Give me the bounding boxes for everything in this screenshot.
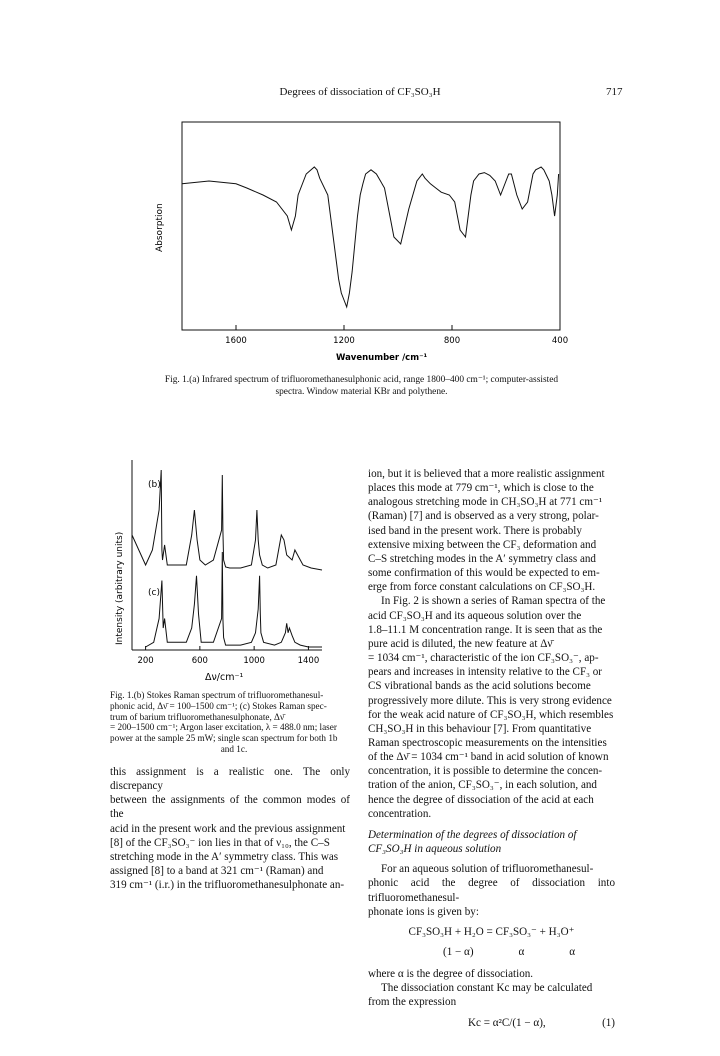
figure-1b-caption: [110, 690, 358, 755]
section-heading: [368, 828, 615, 856]
text-line: acid CF₃SO₃H and its aqueous solution over the: [368, 609, 582, 622]
section-heading-line: CF₃SO₃H in aqueous solution: [368, 843, 502, 856]
equation-number: (1): [602, 1016, 615, 1029]
text-line: stretching mode in the A′ symmetry class. This was: [110, 850, 339, 863]
reaction-term: (1 − α): [443, 946, 474, 958]
text-line: places this mode at 779 cm⁻¹, which is close to the: [368, 482, 594, 495]
text-line: phonic acid the degree of dissociation into trifluoromethanesul-: [368, 877, 615, 904]
text-line: concentration, it is possible to determine the concen-: [368, 765, 603, 778]
left-column-text: [110, 765, 350, 892]
x-tick-label: 1400: [297, 656, 320, 666]
text-line: ion, but it is believed that a more realistic assignment: [368, 468, 605, 480]
reaction-equation: CF₃SO₃H + H₂O = CF₃SO₃⁻ + H₃O⁺: [408, 925, 575, 938]
reaction-term: α: [569, 946, 575, 958]
text-line: for the weak acid nature of CF₃SO₃H, which resembles: [368, 708, 614, 721]
equation-text: Kc = α²C/(1 − α),: [468, 1016, 546, 1029]
ir-spectrum-trace: [182, 167, 559, 307]
plot-frame: [182, 122, 560, 330]
x-tick-label: 200: [137, 656, 154, 666]
text-line: 1.8–11.1 M concentration range. It is seen that as the: [368, 623, 603, 636]
spectrum-c-label: (c): [148, 588, 160, 598]
text-line: assigned [8] to a band at 321 cm⁻¹ (Raman) and: [110, 865, 324, 878]
text-line: phonic acid, Δν̄ = 100–1500 cm⁻¹; (c) Stokes Raman spec-: [110, 700, 327, 711]
text-line: [8] of the CF₃SO₃⁻ ion lies in that of ν₁₀, the C–S: [110, 836, 330, 849]
x-tick-label: 1200: [333, 336, 355, 346]
page-number: 717: [606, 86, 623, 98]
text-line: from the expression: [368, 996, 457, 1009]
text-line: = 200–1500 cm⁻¹; Argon laser excitation, λ = 488.0 nm; laser: [110, 722, 337, 733]
raman-spectrum-b-trace: [132, 470, 322, 570]
text-line: this assignment is a realistic one. The only discrepancy: [110, 766, 350, 793]
text-line: phonate ions is given by:: [368, 905, 479, 918]
caption-line: and 1c.: [220, 743, 248, 754]
text-line: = 1034 cm⁻¹, characteristic of the ion CF₃SO₃⁻, ap-: [368, 652, 599, 665]
figure-1b-plot: [110, 455, 335, 690]
text-line: progressively more dilute. This is very strong evidence: [368, 694, 612, 707]
text-line: trum of barium trifluoromethanesulphonate, Δν̄: [110, 711, 285, 722]
text-line: acid in the present work and the previous assignment: [110, 822, 346, 835]
section-heading-line: Determination of the degrees of dissociation of: [368, 828, 577, 841]
text-line: some confirmation of this would be expected to em-: [368, 567, 600, 580]
text-line: between the assignments of the common modes of the: [110, 794, 350, 821]
y-axis-label: Absorption: [155, 203, 165, 252]
figure-1b: [110, 455, 335, 690]
text-line: Raman spectroscopic measurements on the intensities: [368, 736, 607, 749]
where-line: where α is the degree of dissociation.: [368, 968, 534, 981]
reaction-terms: [368, 945, 615, 959]
text-line: extensive mixing between the CF₃ deformation and: [368, 538, 597, 551]
text-line: Fig. 1.(b) Stokes Raman spectrum of trifluoromethanesul-: [110, 690, 324, 700]
x-tick-label: 800: [443, 336, 461, 346]
y-axis-label: Intensity (arbitrary units): [115, 531, 125, 645]
x-axis-label: Δν/cm⁻¹: [205, 672, 244, 683]
text-line: CS vibrational bands as the acid solutions become: [368, 680, 591, 693]
text-line: In Fig. 2 is shown a series of Raman spectra of the: [381, 595, 606, 608]
figure-1a-caption: [134, 375, 589, 398]
text-line: power at the sample 25 mW; single scan spectrum for both 1b: [110, 733, 338, 744]
figure-1a-plot: [150, 112, 570, 367]
text-line: of the Δν̄ = 1034 cm⁻¹ band in acid solution of known: [368, 751, 609, 764]
caption-line: spectra. Window material KBr and polythene.: [275, 386, 448, 397]
text-line: For an aqueous solution of trifluoromethanesul-: [381, 863, 594, 876]
equation-1: [368, 1016, 615, 1030]
text-line: The dissociation constant Kc may be calculated: [381, 982, 593, 995]
figure-1a: [150, 112, 570, 367]
caption-line: Fig. 1.(a) Infrared spectrum of trifluoromethanesulphonic acid, range 1800–400 cm⁻¹; computer-assisted: [164, 375, 559, 385]
x-tick-label: 1600: [225, 336, 247, 346]
text-line: (Raman) [7] and is observed as a very strong, polar-: [368, 510, 599, 523]
x-tick-label: 1000: [243, 656, 265, 666]
text-line: C–S stretching modes in the A′ symmetry class and: [368, 552, 596, 565]
x-axis-label: Wavenumber /cm⁻¹: [336, 353, 428, 363]
text-line: concentration.: [368, 807, 432, 820]
right-column-text: [368, 467, 615, 1030]
text-line: pure acid is diluted, the new feature at Δν̄: [368, 637, 553, 650]
text-line: tration of the anion, CF₃SO₃⁻, in each solution, and: [368, 779, 597, 792]
text-line: erge from force constant calculations on CF₃SO₃H.: [368, 581, 596, 594]
text-line: ised band in the present work. There is probably: [368, 524, 582, 537]
x-tick-label: 600: [191, 656, 208, 666]
text-line: pears and increases in intensity relative to the CF₃ or: [368, 666, 602, 679]
text-line: 319 cm⁻¹ (i.r.) in the trifluoromethanesulphonate an-: [110, 879, 345, 892]
raman-spectrum-c-trace: [146, 552, 322, 647]
running-header-title: Degrees of dissociation of CF₃SO₃H: [279, 86, 441, 98]
text-line: analogous stretching mode in CH₃SO₃H at 771 cm⁻¹: [368, 496, 603, 509]
reaction-term: α: [518, 946, 525, 958]
text-line: hence the degree of dissociation of the acid at each: [368, 793, 594, 806]
x-tick-label: 400: [551, 336, 569, 346]
spectrum-b-label: (b): [148, 480, 161, 490]
text-line: CH₃SO₃H in this behaviour [7]. From quantitative: [368, 722, 592, 735]
